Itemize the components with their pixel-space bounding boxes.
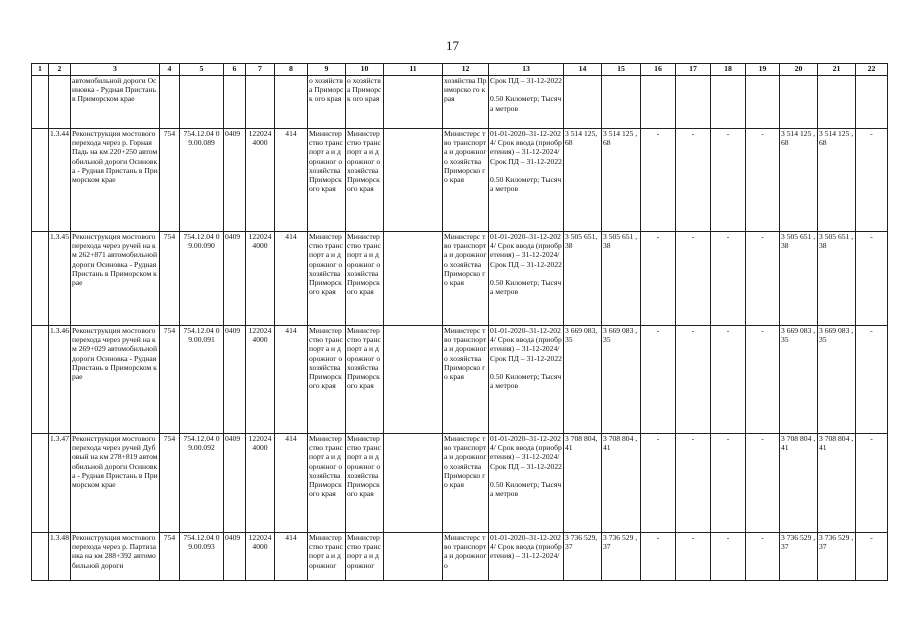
object-name-cell	[71, 434, 160, 533]
developer-cell	[384, 434, 443, 533]
volume-2023: -	[726, 326, 730, 335]
expense-type-cell	[275, 129, 308, 232]
kbk-code: 754.12.04 09.00.093	[183, 533, 220, 552]
volume-2024-cell	[746, 232, 780, 326]
customer-cell	[346, 533, 384, 581]
volume-2023-cell	[711, 326, 746, 434]
row-index-cell	[32, 533, 49, 581]
main-manager-cell	[308, 533, 346, 581]
funding-c: -	[870, 533, 873, 542]
target-article-cell	[246, 129, 275, 232]
funding-a: 3 736 529 ,37	[781, 533, 816, 552]
terms-capacity-cell	[489, 326, 564, 434]
developer-cell	[384, 326, 443, 434]
column-header: 18	[711, 64, 746, 76]
row-index-cell	[32, 76, 49, 129]
row-number-cell	[49, 232, 71, 326]
expense-type-cell	[275, 434, 308, 533]
volume-2022: -	[691, 129, 695, 138]
row-number: 1.3.44	[50, 129, 69, 138]
responsible: Министерс тво транспорта и дорожного хозяйства Приморско го края	[444, 434, 487, 490]
section-code: 0409	[225, 434, 241, 443]
volume-2022-cell	[676, 232, 711, 326]
expense-type-cell	[275, 76, 308, 129]
volume-2024: -	[761, 129, 764, 138]
customer: Министер ство транспорт а и дорожног о хозяйства Приморск ого края	[347, 129, 381, 194]
volume-2024-cell	[746, 129, 780, 232]
estimated-cost: 3 736 529,37	[565, 533, 598, 552]
funding-c-cell	[856, 232, 888, 326]
volume-2021: -	[656, 129, 660, 138]
funding-a: 3 514 125 ,68	[781, 129, 816, 148]
total-volume: 3 514 125 ,68	[603, 129, 638, 148]
expense-type: 414	[285, 434, 297, 443]
column-header: 4	[160, 64, 180, 76]
total-volume: 3 669 083 ,35	[603, 326, 638, 345]
total-volume-cell	[602, 326, 641, 434]
customer: Министер ство транспорт а и дорожног о хозяйства Приморск ого края	[347, 232, 381, 297]
column-header: 5	[180, 64, 224, 76]
responsible: Министерс тво транспорта и дорожного хозяйства Приморско го края	[444, 232, 487, 288]
volume-2023-cell	[711, 129, 746, 232]
developer-cell	[384, 232, 443, 326]
funding-b-cell	[818, 76, 856, 129]
total-volume-cell	[602, 533, 641, 581]
code-gp: 754	[163, 434, 176, 443]
estimated-cost: 3 505 651,38	[565, 232, 598, 251]
volume-2024-cell	[746, 533, 780, 581]
object-name: Реконструкция мостового перехода через ручей на км 269+029 автомобильной дороги Осиновка - Рудная Пристань в Приморском крае	[72, 326, 158, 382]
row-index-cell	[32, 434, 49, 533]
section-code: 0409	[225, 232, 241, 241]
funding-b: 3 514 125 ,68	[819, 129, 854, 148]
funding-b-cell	[818, 533, 856, 581]
volume-2024-cell	[746, 326, 780, 434]
section-code-cell	[224, 326, 246, 434]
expense-type-cell	[275, 326, 308, 434]
funding-a-cell	[780, 533, 818, 581]
estimated-cost-cell	[564, 129, 602, 232]
estimated-cost-cell	[564, 326, 602, 434]
volume-2022-cell	[676, 533, 711, 581]
total-volume-cell	[602, 76, 641, 129]
column-header: 13	[489, 64, 564, 76]
total-volume-cell	[602, 129, 641, 232]
funding-c-cell	[856, 533, 888, 581]
main-manager-cell	[308, 434, 346, 533]
kbk-code-cell	[180, 76, 224, 129]
row-number-cell	[49, 129, 71, 232]
expense-type: 414	[285, 326, 297, 335]
column-header: 12	[443, 64, 489, 76]
target-article-cell	[246, 533, 275, 581]
object-name: Реконструкция мостового перехода через ручей Дубовый на км 278+819 автомобильной дороги Осиновка - Рудная Пристань в Приморском крае	[72, 434, 158, 490]
target-article-cell	[246, 76, 275, 129]
object-name-cell	[71, 533, 160, 581]
object-name: Реконструкция мостового перехода через р. Горная Падь на км 220+250 автомобильной дороги Осиновка - Рудная Пристань в Приморском крае	[72, 129, 158, 185]
volume-2022: -	[691, 326, 695, 335]
main-manager: Министер ство транспорт а и дорожног о хозяйства Приморск ого края	[309, 232, 343, 297]
section-code-cell	[224, 76, 246, 129]
volume-2021-cell	[641, 434, 676, 533]
column-header: 22	[856, 64, 888, 76]
funding-a: 3 505 651 ,38	[781, 232, 816, 251]
column-header: 10	[346, 64, 384, 76]
total-volume: 3 708 804 ,41	[603, 434, 638, 453]
kbk-code-cell	[180, 129, 224, 232]
object-name: автомобильной дороги Осиновка - Рудная Пристань в Приморском крае	[72, 76, 157, 104]
code-gp-cell	[160, 129, 180, 232]
code-gp: 754	[163, 232, 176, 241]
column-header: 21	[818, 64, 856, 76]
kbk-code: 754.12.04 09.00.090	[183, 232, 220, 251]
object-name-cell	[71, 232, 160, 326]
customer-cell	[346, 232, 384, 326]
terms-capacity-cell	[489, 533, 564, 581]
expense-type: 414	[285, 533, 297, 542]
row-index-cell	[32, 326, 49, 434]
main-manager: Министер ство транспорт а и дорожног о хозяйства Приморск ого края	[309, 129, 343, 194]
terms-capacity: 01-01-2020–31-12-2024/ Срок ввода (приобретения) – 31-12-2024/ Срок ПД – 31-12-2022 0.50 Километр; Тысяча метров	[490, 129, 562, 194]
column-header: 3	[71, 64, 160, 76]
column-header: 7	[246, 64, 275, 76]
responsible-cell	[443, 434, 489, 533]
total-volume: 3 736 529 ,37	[603, 533, 638, 552]
terms-capacity-cell	[489, 129, 564, 232]
funding-c-cell	[856, 129, 888, 232]
section-code-cell	[224, 129, 246, 232]
estimated-cost: 3 514 125,68	[565, 129, 598, 148]
target-article-cell	[246, 434, 275, 533]
total-volume-cell	[602, 232, 641, 326]
terms-capacity-cell	[489, 232, 564, 326]
column-header: 11	[384, 64, 443, 76]
estimated-cost-cell	[564, 232, 602, 326]
volume-2023-cell	[711, 232, 746, 326]
target-article: 122024 4000	[248, 533, 272, 552]
funding-a-cell	[780, 232, 818, 326]
funding-c: -	[870, 129, 873, 138]
funding-b-cell	[818, 129, 856, 232]
funding-c-cell	[856, 434, 888, 533]
main-manager: Министер ство транспорт а и дорожног	[309, 533, 343, 570]
section-code-cell	[224, 533, 246, 581]
row-index-cell	[32, 129, 49, 232]
volume-2023: -	[726, 533, 730, 542]
table-row	[32, 76, 888, 129]
column-header: 15	[602, 64, 641, 76]
estimated-cost-cell	[564, 533, 602, 581]
funding-c-cell	[856, 326, 888, 434]
main-manager-cell	[308, 76, 346, 129]
table-row	[32, 434, 888, 533]
developer-cell	[384, 129, 443, 232]
expense-type-cell	[275, 232, 308, 326]
customer-cell	[346, 129, 384, 232]
row-number: 1.3.45	[50, 232, 69, 241]
main-manager: о хозяйства Приморск ого края	[309, 76, 344, 104]
main-manager-cell	[308, 232, 346, 326]
responsible-cell	[443, 326, 489, 434]
responsible: Министерс тво транспорта и дорожного хозяйства Приморско го края	[444, 326, 487, 382]
terms-capacity: 01-01-2020–31-12-2024/ Срок ввода (приобретения) – 31-12-2024/ Срок ПД – 31-12-2022 0.50 Километр; Тысяча метров	[490, 232, 562, 297]
terms-capacity-cell	[489, 76, 564, 129]
funding-a: 3 669 083 ,35	[781, 326, 816, 345]
table-row	[32, 326, 888, 434]
funding-b: 3 505 651 ,38	[819, 232, 854, 251]
kbk-code: 754.12.04 09.00.091	[183, 326, 220, 345]
volume-2024-cell	[746, 76, 780, 129]
column-header: 16	[641, 64, 676, 76]
target-article: 122024 4000	[248, 129, 272, 148]
code-gp-cell	[160, 232, 180, 326]
terms-capacity: 01-01-2020–31-12-2024/ Срок ввода (приобретения) – 31-12-2024/	[490, 533, 562, 561]
volume-2021-cell	[641, 533, 676, 581]
customer: Министер ство транспорт а и дорожног о хозяйства Приморск ого края	[347, 434, 381, 499]
kbk-code-cell	[180, 533, 224, 581]
funding-b: 3 669 083 ,35	[819, 326, 854, 345]
table-row	[32, 533, 888, 581]
volume-2021: -	[656, 326, 660, 335]
code-gp-cell	[160, 76, 180, 129]
developer-cell	[384, 533, 443, 581]
responsible-cell	[443, 129, 489, 232]
kbk-code-cell	[180, 326, 224, 434]
customer: о хозяйства Приморск ого края	[347, 76, 382, 104]
row-number-cell	[49, 434, 71, 533]
volume-2023: -	[726, 232, 730, 241]
terms-capacity-cell	[489, 434, 564, 533]
expense-type-cell	[275, 533, 308, 581]
terms-capacity: Срок ПД – 31-12-2022 0.50 Километр; Тысяча метров	[490, 76, 562, 113]
header-row	[32, 64, 888, 76]
responsible-cell	[443, 232, 489, 326]
section-code: 0409	[225, 326, 241, 335]
target-article: 122024 4000	[248, 434, 272, 453]
volume-2022-cell	[676, 76, 711, 129]
customer: Министер ство транспорт а и дорожног о хозяйства Приморск ого края	[347, 326, 381, 391]
row-index-cell	[32, 232, 49, 326]
volume-2021-cell	[641, 326, 676, 434]
volume-2021-cell	[641, 232, 676, 326]
table-row	[32, 232, 888, 326]
volume-2022: -	[691, 533, 695, 542]
funding-c: -	[870, 232, 873, 241]
customer-cell	[346, 76, 384, 129]
section-code-cell	[224, 232, 246, 326]
volume-2023-cell	[711, 533, 746, 581]
section-code: 0409	[225, 129, 241, 138]
main-manager: Министер ство транспорт а и дорожног о хозяйства Приморск ого края	[309, 326, 343, 391]
kbk-code: 754.12.04 09.00.089	[183, 129, 220, 148]
column-header: 9	[308, 64, 346, 76]
funding-b-cell	[818, 232, 856, 326]
section-code: 0409	[225, 533, 241, 542]
funding-c-cell	[856, 76, 888, 129]
volume-2022: -	[691, 232, 695, 241]
terms-capacity: 01-01-2020–31-12-2024/ Срок ввода (приобретения) – 31-12-2024/ Срок ПД – 31-12-2022 0.50 Километр; Тысяча метров	[490, 326, 562, 391]
code-gp-cell	[160, 533, 180, 581]
volume-2024: -	[761, 533, 764, 542]
target-article: 122024 4000	[248, 326, 272, 345]
column-header: 6	[224, 64, 246, 76]
estimated-cost: 3 669 083,35	[565, 326, 598, 345]
volume-2022-cell	[676, 434, 711, 533]
code-gp-cell	[160, 434, 180, 533]
row-number: 1.3.48	[50, 533, 69, 542]
target-article-cell	[246, 326, 275, 434]
expense-type: 414	[285, 232, 297, 241]
customer-cell	[346, 434, 384, 533]
volume-2021: -	[656, 434, 660, 443]
object-name-cell	[71, 76, 160, 129]
column-header: 19	[746, 64, 780, 76]
funding-c: -	[870, 326, 873, 335]
main-manager-cell	[308, 326, 346, 434]
target-article: 122024 4000	[248, 232, 272, 251]
table-row	[32, 129, 888, 232]
funding-a-cell	[780, 326, 818, 434]
estimated-cost-cell	[564, 76, 602, 129]
funding-b: 3 708 804 ,41	[819, 434, 854, 453]
developer-cell	[384, 76, 443, 129]
volume-2023: -	[726, 434, 730, 443]
responsible: Министерс тво транспорта и дорожного хозяйства Приморско го края	[444, 129, 487, 185]
column-header: 17	[676, 64, 711, 76]
estimated-cost-cell	[564, 434, 602, 533]
volume-2021-cell	[641, 76, 676, 129]
object-name: Реконструкция мостового перехода через ручей на км 262+871 автомобильной дороги Осиновка - Рудная Пристань в Приморском крае	[72, 232, 158, 288]
volume-2023-cell	[711, 434, 746, 533]
responsible: Министерс тво транспорта и дорожного	[444, 533, 487, 570]
volume-2021-cell	[641, 129, 676, 232]
kbk-code-cell	[180, 434, 224, 533]
volume-2022-cell	[676, 129, 711, 232]
main-manager: Министер ство транспорт а и дорожног о хозяйства Приморск ого края	[309, 434, 343, 499]
row-number-cell	[49, 533, 71, 581]
terms-capacity: 01-01-2020–31-12-2024/ Срок ввода (приобретения) – 31-12-2024/ Срок ПД – 31-12-2022 0.50 Километр; Тысяча метров	[490, 434, 562, 499]
funding-c: -	[870, 434, 873, 443]
code-gp: 754	[163, 326, 176, 335]
funding-a-cell	[780, 76, 818, 129]
code-gp-cell	[160, 326, 180, 434]
code-gp: 754	[163, 533, 176, 542]
column-header: 1	[32, 64, 49, 76]
total-volume-cell	[602, 434, 641, 533]
total-volume: 3 505 651 ,38	[603, 232, 638, 251]
funding-b: 3 736 529 ,37	[819, 533, 854, 552]
code-gp: 754	[163, 129, 176, 138]
responsible-cell	[443, 533, 489, 581]
target-article-cell	[246, 232, 275, 326]
responsible: хозяйства Приморско го края	[444, 76, 487, 104]
column-header: 2	[49, 64, 71, 76]
volume-2024: -	[761, 326, 764, 335]
expense-type: 414	[285, 129, 297, 138]
kbk-code-cell	[180, 232, 224, 326]
volume-2021: -	[656, 232, 660, 241]
funding-a: 3 708 804 ,41	[781, 434, 816, 453]
funding-b-cell	[818, 434, 856, 533]
kbk-code: 754.12.04 09.00.092	[183, 434, 220, 453]
main-manager-cell	[308, 129, 346, 232]
object-name-cell	[71, 129, 160, 232]
column-header: 8	[275, 64, 308, 76]
row-number-cell	[49, 76, 71, 129]
volume-2022: -	[691, 434, 695, 443]
row-number: 1.3.47	[50, 434, 69, 443]
row-number: 1.3.46	[50, 326, 69, 335]
volume-2022-cell	[676, 326, 711, 434]
responsible-cell	[443, 76, 489, 129]
object-name: Реконструкция мостового перехода через р. Партизанка на км 288+392 автомобильной дороги	[72, 533, 156, 570]
estimated-cost: 3 708 804,41	[565, 434, 598, 453]
funding-a-cell	[780, 434, 818, 533]
column-header: 20	[780, 64, 818, 76]
volume-2024-cell	[746, 434, 780, 533]
budget-table	[31, 63, 888, 581]
volume-2024: -	[761, 232, 764, 241]
funding-b-cell	[818, 326, 856, 434]
customer-cell	[346, 326, 384, 434]
volume-2024: -	[761, 434, 764, 443]
column-header: 14	[564, 64, 602, 76]
section-code-cell	[224, 434, 246, 533]
customer: Министер ство транспорт а и дорожног	[347, 533, 381, 570]
page-number: 17	[446, 38, 459, 53]
volume-2023: -	[726, 129, 730, 138]
volume-2023-cell	[711, 76, 746, 129]
volume-2021: -	[656, 533, 660, 542]
funding-a-cell	[780, 129, 818, 232]
object-name-cell	[71, 326, 160, 434]
row-number-cell	[49, 326, 71, 434]
